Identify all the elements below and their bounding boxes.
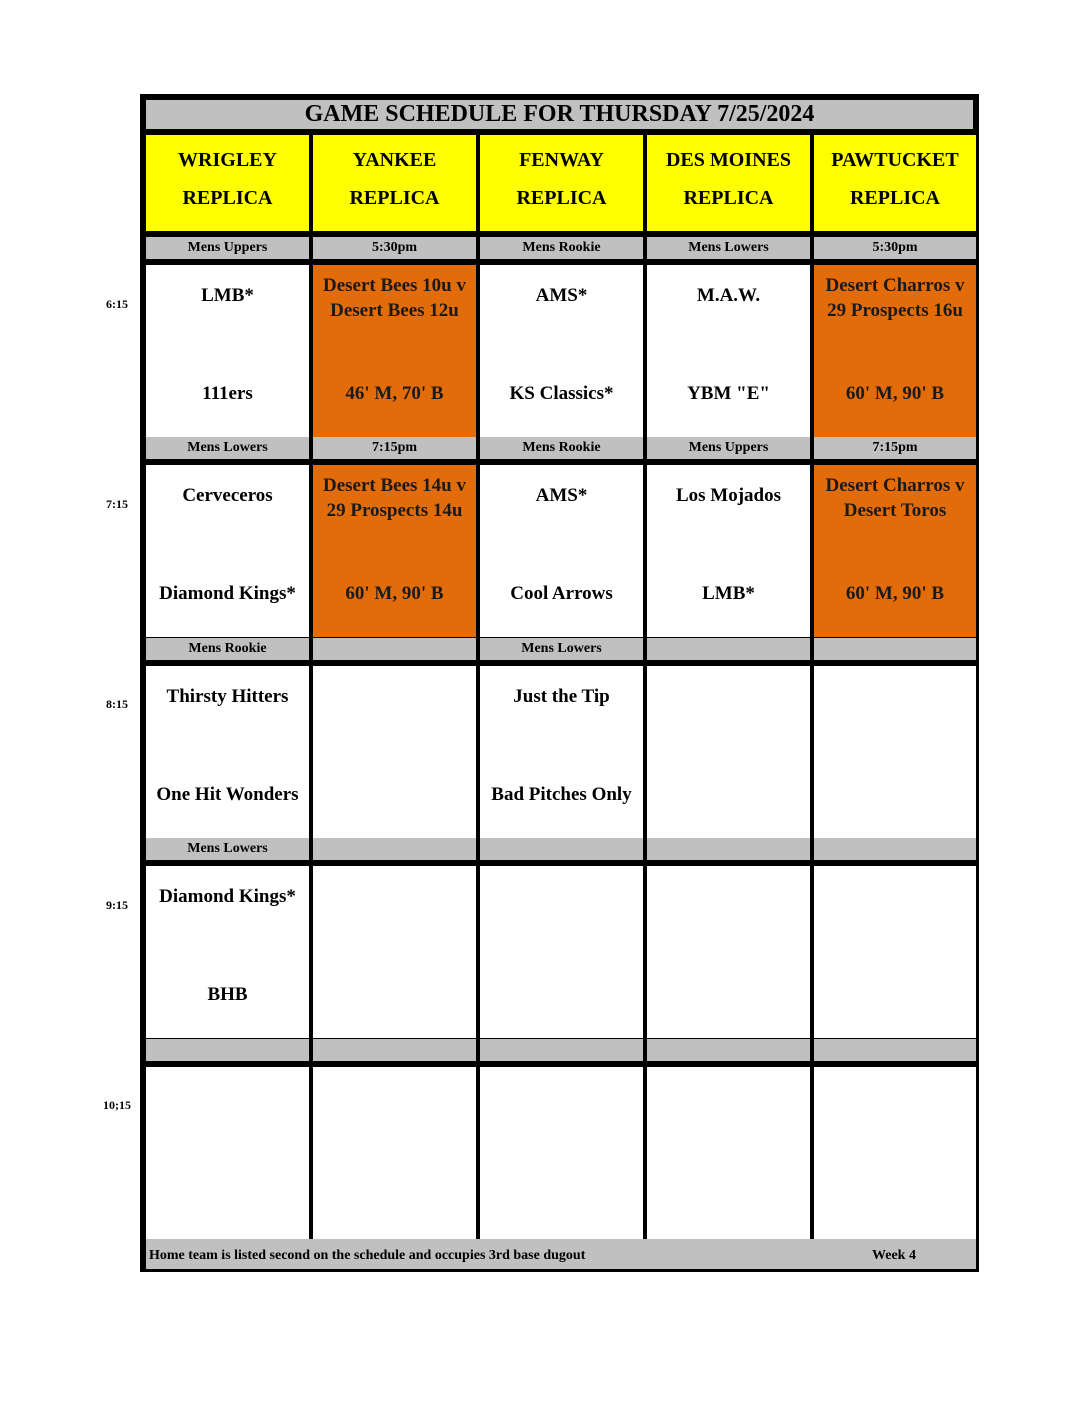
field-name: PAWTUCKET — [831, 149, 959, 171]
division-label: 5:30pm — [814, 237, 976, 259]
home-team: YBM "E" — [687, 383, 770, 404]
field-header — [480, 135, 643, 231]
game-cell — [480, 1067, 643, 1239]
field-type: REPLICA — [182, 187, 273, 209]
game-cell — [313, 465, 476, 637]
division-label: Mens Uppers — [647, 437, 810, 459]
away-team: Desert Charros v Desert Toros — [825, 475, 965, 521]
home-team: KS Classics* — [509, 383, 614, 404]
home-team: LMB* — [702, 583, 755, 604]
division-label: 7:15pm — [814, 437, 976, 459]
away-team: M.A.W. — [696, 285, 761, 306]
division-label: Mens Rookie — [146, 638, 309, 660]
division-label: Mens Lowers — [146, 437, 309, 459]
home-team: BHB — [207, 984, 248, 1005]
field-name: DES MOINES — [665, 149, 792, 171]
field-header — [313, 135, 476, 231]
away-team: Just the Tip — [513, 686, 610, 707]
week-label: Week 4 — [872, 1248, 916, 1263]
game-cell — [313, 866, 476, 1038]
time-slot-label: 8:15 — [106, 697, 128, 711]
division-label — [313, 638, 476, 660]
home-team: 60' M, 90' B — [845, 383, 945, 404]
division-label: Mens Uppers — [146, 237, 309, 259]
field-type: REPLICA — [349, 187, 440, 209]
game-cell — [647, 866, 810, 1038]
game-cell — [647, 666, 810, 838]
game-cell — [480, 265, 643, 437]
division-label: Mens Lowers — [647, 237, 810, 259]
game-cell — [814, 866, 976, 1038]
time-slot-label: 9:15 — [106, 898, 128, 912]
away-team: Diamond Kings* — [159, 886, 296, 907]
game-cell — [814, 1067, 976, 1239]
game-cell — [146, 265, 309, 437]
division-label — [647, 638, 810, 660]
field-name: FENWAY — [519, 149, 604, 171]
field-header — [647, 135, 810, 231]
game-cell — [313, 666, 476, 838]
field-name: YANKEE — [352, 149, 437, 171]
footer-note: Home team is listed second on the schedule and occupies 3rd base dugout — [149, 1248, 586, 1263]
division-label — [313, 838, 476, 860]
footer-bar — [146, 1239, 976, 1269]
away-team: Desert Charros v 29 Prospects 16u — [825, 275, 965, 321]
schedule-table — [140, 94, 979, 1272]
game-cell — [146, 866, 309, 1038]
division-label: 5:30pm — [313, 237, 476, 259]
home-team: Bad Pitches Only — [491, 784, 632, 805]
away-team: AMS* — [535, 285, 588, 306]
time-slot-label: 10;15 — [103, 1098, 131, 1112]
division-label — [647, 838, 810, 860]
field-type: REPLICA — [683, 187, 774, 209]
division-label — [146, 1039, 309, 1061]
away-team: LMB* — [201, 285, 254, 306]
game-cell — [480, 465, 643, 637]
game-cell — [647, 265, 810, 437]
away-team: Los Mojados — [675, 485, 782, 506]
division-label: Mens Lowers — [480, 638, 643, 660]
home-team: Cool Arrows — [510, 583, 613, 604]
division-label — [814, 638, 976, 660]
field-type: REPLICA — [516, 187, 607, 209]
division-label — [480, 1039, 643, 1061]
field-type: REPLICA — [849, 187, 940, 209]
division-label: 7:15pm — [313, 437, 476, 459]
game-cell — [814, 265, 976, 437]
division-label — [313, 1039, 476, 1061]
home-team: Diamond Kings* — [159, 583, 296, 604]
home-team: One Hit Wonders — [156, 784, 299, 805]
away-team: AMS* — [535, 485, 588, 506]
home-team: 60' M, 90' B — [345, 583, 444, 604]
game-cell — [146, 465, 309, 637]
division-label: Mens Rookie — [480, 437, 643, 459]
division-label — [647, 1039, 810, 1061]
division-label: Mens Rookie — [480, 237, 643, 259]
field-header — [146, 135, 309, 231]
time-slot-label: 7:15 — [106, 497, 128, 511]
time-slot-label: 6:15 — [106, 297, 128, 311]
home-team: 46' M, 70' B — [345, 383, 444, 404]
game-cell — [313, 265, 476, 437]
away-team: Thirsty Hitters — [166, 686, 289, 707]
game-cell — [146, 1067, 309, 1239]
game-cell — [814, 465, 976, 637]
game-cell — [146, 666, 309, 838]
game-cell — [480, 866, 643, 1038]
division-label — [480, 838, 643, 860]
home-team: 60' M, 90' B — [845, 583, 945, 604]
game-cell — [313, 1067, 476, 1239]
division-label — [814, 838, 976, 860]
division-label: Mens Lowers — [146, 838, 309, 860]
field-name: WRIGLEY — [178, 149, 277, 171]
home-team: 111ers — [202, 383, 253, 404]
away-team: Desert Bees 10u v Desert Bees 12u — [323, 275, 466, 321]
field-header — [814, 135, 976, 231]
game-cell — [480, 666, 643, 838]
game-cell — [814, 666, 976, 838]
division-label — [814, 1039, 976, 1061]
game-cell — [647, 465, 810, 637]
away-team: Cerveceros — [182, 485, 273, 506]
away-team: Desert Bees 14u v 29 Prospects 14u — [323, 475, 466, 521]
schedule-title: GAME SCHEDULE FOR THURSDAY 7/25/2024 — [146, 100, 973, 129]
game-cell — [647, 1067, 810, 1239]
